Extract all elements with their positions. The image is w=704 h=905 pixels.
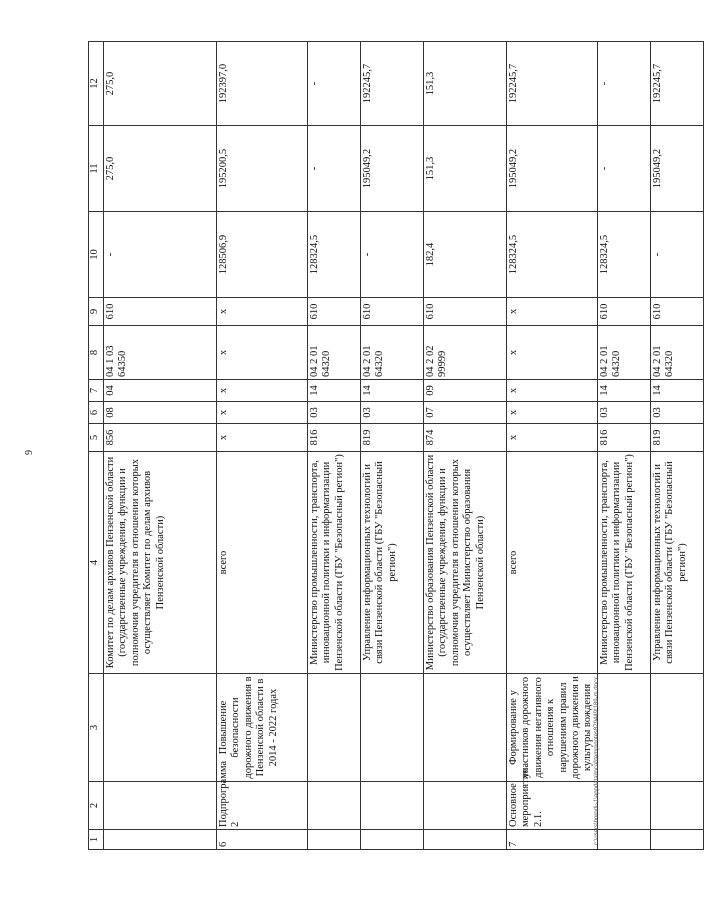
cell-grbs-code: 874 xyxy=(424,424,507,452)
cell-row-number xyxy=(104,830,217,850)
cell-row-number xyxy=(598,830,651,850)
cell-subsection: 14 xyxy=(361,380,424,402)
cell-target-article: 04 2 02 99999 xyxy=(424,326,507,380)
cell-executor: Министерство промышленности, транспорта, инновационной политики и информатизации Пензенской области (ГБУ "Безопасный регион") xyxy=(308,452,361,674)
cell-expense-type: 610 xyxy=(424,298,507,326)
cell-section: 07 xyxy=(424,402,507,424)
cell-executor: Управление информационных технологий и связи Пензенской области (ГБУ "Безопасный регион") xyxy=(651,452,704,674)
cell-subsection: 04 xyxy=(104,380,217,402)
cell-year-3: 192245,7 xyxy=(651,42,704,126)
cell-executor: Управление информационных технологий и связи Пензенской области (ГБУ "Безопасный регион") xyxy=(361,452,424,674)
cell-target-article: х xyxy=(507,326,598,380)
cell-year-1: - xyxy=(361,212,424,298)
table-row xyxy=(361,42,424,850)
cell-year-1: - xyxy=(651,212,704,298)
cell-grbs-code: 819 xyxy=(651,424,704,452)
header-cell-8: 8 xyxy=(89,326,104,380)
cell-section: х xyxy=(507,402,598,424)
table-row xyxy=(507,42,598,850)
cell-program-status xyxy=(104,782,217,830)
cell-executor: всего xyxy=(217,452,308,674)
cell-program-name: Повышение безопасности дорожного движения в Пензенской области в 2014 - 2022 годах xyxy=(217,674,308,782)
cell-target-article: 04 2 01 64320 xyxy=(308,326,361,380)
header-cell-10: 10 xyxy=(89,212,104,298)
cell-year-1: 128506,9 xyxy=(217,212,308,298)
cell-year-2: 195200,5 xyxy=(217,126,308,212)
header-cell-4: 4 xyxy=(89,452,104,674)
cell-year-1: 128324,5 xyxy=(507,212,598,298)
cell-year-1: - xyxy=(104,212,217,298)
cell-year-3: 151,3 xyxy=(424,42,507,126)
cell-section: 03 xyxy=(598,402,651,424)
cell-grbs-code: х xyxy=(217,424,308,452)
cell-subsection: х xyxy=(217,380,308,402)
table-row xyxy=(217,42,308,850)
table-row xyxy=(308,42,361,850)
cell-row-number: 6 xyxy=(217,830,308,850)
header-cell-12: 12 xyxy=(89,42,104,126)
cell-year-3: - xyxy=(598,42,651,126)
cell-grbs-code: 816 xyxy=(598,424,651,452)
cell-year-2: - xyxy=(598,126,651,212)
cell-year-2: 151,3 xyxy=(424,126,507,212)
cell-target-article: 04 2 01 64320 xyxy=(598,326,651,380)
header-cell-7: 7 xyxy=(89,380,104,402)
cell-year-3: 275,0 xyxy=(104,42,217,126)
cell-program-status xyxy=(651,782,704,830)
cell-program-status xyxy=(308,782,361,830)
cell-program-status xyxy=(424,782,507,830)
cell-year-1: 128324,5 xyxy=(308,212,361,298)
header-cell-9: 9 xyxy=(89,298,104,326)
cell-year-1: 182,4 xyxy=(424,212,507,298)
cell-target-article: 04 2 01 64320 xyxy=(361,326,424,380)
cell-year-3: 192245,7 xyxy=(507,42,598,126)
cell-row-number xyxy=(424,830,507,850)
cell-year-3: 192397,0 xyxy=(217,42,308,126)
cell-expense-type: х xyxy=(217,298,308,326)
cell-program-name: Формирование у участников дорожного движения негативного отношения к нарушениям правил дорожного движения и культуры вождения xyxy=(507,674,598,782)
cell-subsection: 14 xyxy=(651,380,704,402)
cell-target-article: 04 1 03 64350 xyxy=(104,326,217,380)
header-row xyxy=(89,42,104,850)
table-row xyxy=(104,42,217,850)
cell-grbs-code: 816 xyxy=(308,424,361,452)
cell-executor: Министерство образования Пензенской области (государственные учреждения, функции и полномочия учредителя в отношении которых осуществляет Министерство образования Пензенской области) xyxy=(424,452,507,674)
header-cell-5: 5 xyxy=(89,424,104,452)
cell-year-2: - xyxy=(308,126,361,212)
header-cell-2: 2 xyxy=(89,782,104,830)
budget-table xyxy=(88,41,704,850)
table-row xyxy=(651,42,704,850)
cell-grbs-code: 856 xyxy=(104,424,217,452)
cell-row-number xyxy=(651,830,704,850)
cell-subsection: 09 xyxy=(424,380,507,402)
cell-year-2: 195049,2 xyxy=(361,126,424,212)
cell-year-3: - xyxy=(308,42,361,126)
cell-grbs-code: х xyxy=(507,424,598,452)
table-row xyxy=(424,42,507,850)
cell-section: 03 xyxy=(361,402,424,424)
cell-program-name xyxy=(361,674,424,782)
cell-section: 03 xyxy=(308,402,361,424)
cell-section: 08 xyxy=(104,402,217,424)
cell-expense-type: 610 xyxy=(104,298,217,326)
cell-executor: всего xyxy=(507,452,598,674)
cell-program-name xyxy=(651,674,704,782)
cell-year-3: 192245,7 xyxy=(361,42,424,126)
cell-target-article: 04 2 01 64320 xyxy=(651,326,704,380)
cell-row-number xyxy=(361,830,424,850)
header-cell-11: 11 xyxy=(89,126,104,212)
cell-executor: Министерство промышленности, транспорта, инновационной политики и информатизации Пензенской области (ГБУ "Безопасный регион") xyxy=(598,452,651,674)
cell-row-number: 7 xyxy=(507,830,598,850)
cell-section: 03 xyxy=(651,402,704,424)
cell-program-name xyxy=(104,674,217,782)
footer-file-path: c:\users\borodi~1\appdata\local\temp\notes879449\189-m.docx xyxy=(594,677,600,845)
cell-expense-type: 610 xyxy=(598,298,651,326)
cell-program-status xyxy=(598,782,651,830)
page-number: 9 xyxy=(24,450,35,455)
cell-year-2: 195049,2 xyxy=(507,126,598,212)
table-row xyxy=(598,42,651,850)
cell-expense-type: 610 xyxy=(651,298,704,326)
cell-program-status: Основное мероприятие 2.1. xyxy=(507,782,598,830)
cell-section: х xyxy=(217,402,308,424)
header-cell-3: 3 xyxy=(89,674,104,782)
cell-executor: Комитет по делам архивов Пензенской области (государственные учреждения, функции и полномочия учредителя в отношении которых осуществляет Комитет по делам архивов Пензенской области) xyxy=(104,452,217,674)
cell-expense-type: х xyxy=(507,298,598,326)
cell-subsection: х xyxy=(507,380,598,402)
cell-year-2: 275,0 xyxy=(104,126,217,212)
cell-program-status: Подпрограмма 2 xyxy=(217,782,308,830)
cell-target-article: х xyxy=(217,326,308,380)
cell-expense-type: 610 xyxy=(308,298,361,326)
cell-subsection: 14 xyxy=(308,380,361,402)
cell-program-status xyxy=(361,782,424,830)
cell-program-name xyxy=(598,674,651,782)
cell-subsection: 14 xyxy=(598,380,651,402)
cell-row-number xyxy=(308,830,361,850)
header-cell-6: 6 xyxy=(89,402,104,424)
cell-expense-type: 610 xyxy=(361,298,424,326)
cell-program-name xyxy=(424,674,507,782)
header-cell-1: 1 xyxy=(89,830,104,850)
cell-year-1: 128324,5 xyxy=(598,212,651,298)
cell-program-name xyxy=(308,674,361,782)
cell-grbs-code: 819 xyxy=(361,424,424,452)
cell-year-2: 195049,2 xyxy=(651,126,704,212)
